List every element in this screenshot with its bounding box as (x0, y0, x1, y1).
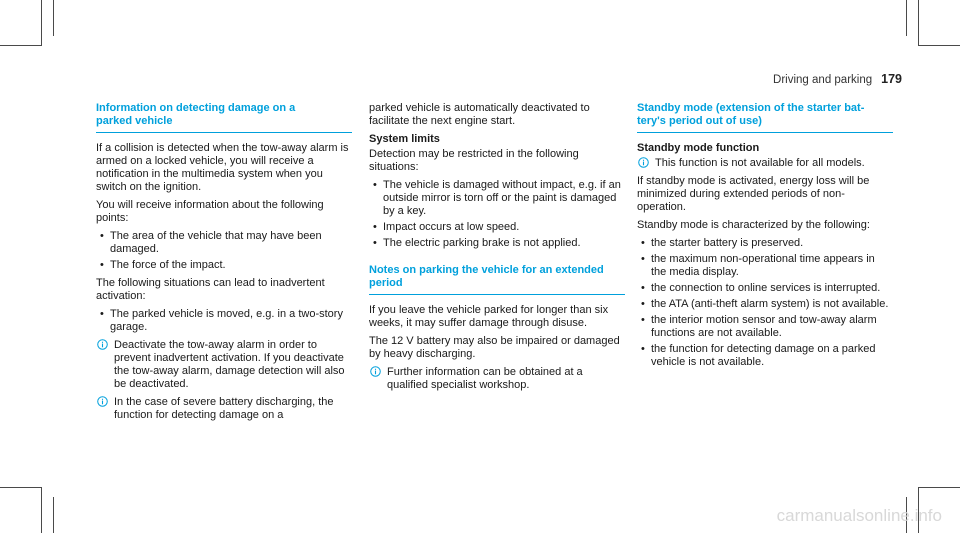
crop-mark (918, 45, 960, 46)
note-text: Further information can be obtained at a qualified specialist workshop. (387, 366, 583, 391)
note (96, 339, 352, 391)
crop-mark (0, 45, 42, 46)
crop-mark (918, 487, 960, 488)
heading-standby-mode: Standby mode (extension of the starter bat- tery's period out of use) (637, 102, 865, 127)
list-item: • The electric parking brake is not applied. (369, 237, 625, 250)
note-text: Deactivate the tow-away alarm in order to prevent inadvertent activation. If you deactivate the tow-away alarm, damage detection will also be deactivated. (114, 339, 345, 390)
heading-extended-parking: Notes on parking the vehicle for an extended period (369, 264, 604, 289)
bullet-list (637, 237, 893, 369)
heading-rule (637, 132, 893, 133)
list-item: • Impact occurs at low speed. (369, 221, 625, 234)
list-item: • The parked vehicle is moved, e.g. in a two-story garage. (96, 308, 352, 334)
paragraph: If standby mode is activated, energy loss will be minimized during extended periods of non-operation. (637, 175, 870, 213)
column-2 (369, 102, 625, 397)
paragraph: You will receive information about the following points: (96, 199, 324, 224)
crop-mark (41, 0, 42, 46)
note-text: In the case of severe battery discharging, the function for detecting damage on a (114, 396, 334, 421)
info-circle-icon (638, 157, 649, 168)
bullet-list (96, 230, 352, 272)
crop-mark (41, 487, 42, 533)
bullet-list (369, 179, 625, 250)
info-circle-icon (97, 339, 108, 350)
list-item: • The area of the vehicle that may have been damaged. (96, 230, 352, 256)
list-item: • the maximum non-operational time appears in the media display. (637, 253, 893, 279)
note (637, 157, 893, 170)
crop-mark (918, 0, 919, 46)
list-item: • The force of the impact. (96, 259, 352, 272)
info-circle-icon (97, 396, 108, 407)
page-number: 179 (881, 72, 902, 86)
watermark: carmanualsonline.info (776, 506, 942, 525)
note (96, 396, 352, 422)
running-header (773, 72, 902, 86)
info-circle-icon (370, 366, 381, 377)
subheading-system-limits: System limits (369, 133, 440, 145)
paragraph: Detection may be restricted in the following situations: (369, 148, 579, 173)
paragraph: Standby mode is characterized by the following: (637, 219, 870, 231)
column-3 (637, 102, 893, 374)
crop-mark (53, 497, 54, 533)
subheading-standby-function: Standby mode function (637, 142, 760, 154)
list-item: • the starter battery is preserved. (637, 237, 893, 250)
heading-rule (96, 132, 352, 133)
list-item: • the function for detecting damage on a parked vehicle is not available. (637, 343, 893, 369)
paragraph: If a collision is detected when the tow-away alarm is armed on a locked vehicle, you will receive a notification in the multimedia system when you switch on the ignition. (96, 142, 349, 193)
paragraph: If you leave the vehicle parked for longer than six weeks, it may suffer damage through disuse. (369, 304, 609, 329)
list-item: • The vehicle is damaged without impact, e.g. if an outside mirror is torn off or the paint is damaged by a key. (369, 179, 625, 218)
list-item: • the connection to online services is interrupted. (637, 282, 893, 295)
bullet-list (96, 308, 352, 334)
paragraph: parked vehicle is automatically deactivated to facilitate the next engine start. (369, 102, 590, 127)
note-text: This function is not available for all models. (655, 157, 865, 169)
note (369, 366, 625, 392)
crop-mark (0, 487, 42, 488)
crop-mark (906, 0, 907, 36)
list-item: • the ATA (anti-theft alarm system) is not available. (637, 298, 893, 311)
heading-rule (369, 294, 625, 295)
header-section: Driving and parking (773, 74, 873, 86)
paragraph: The following situations can lead to inadvertent activation: (96, 277, 325, 302)
heading-damage-detection: Information on detecting damage on a parked vehicle (96, 102, 296, 127)
column-1 (96, 102, 352, 427)
list-item: • the interior motion sensor and tow-away alarm functions are not available. (637, 314, 893, 340)
paragraph: The 12 V battery may also be impaired or damaged by heavy discharging. (369, 335, 620, 360)
crop-mark (53, 0, 54, 36)
